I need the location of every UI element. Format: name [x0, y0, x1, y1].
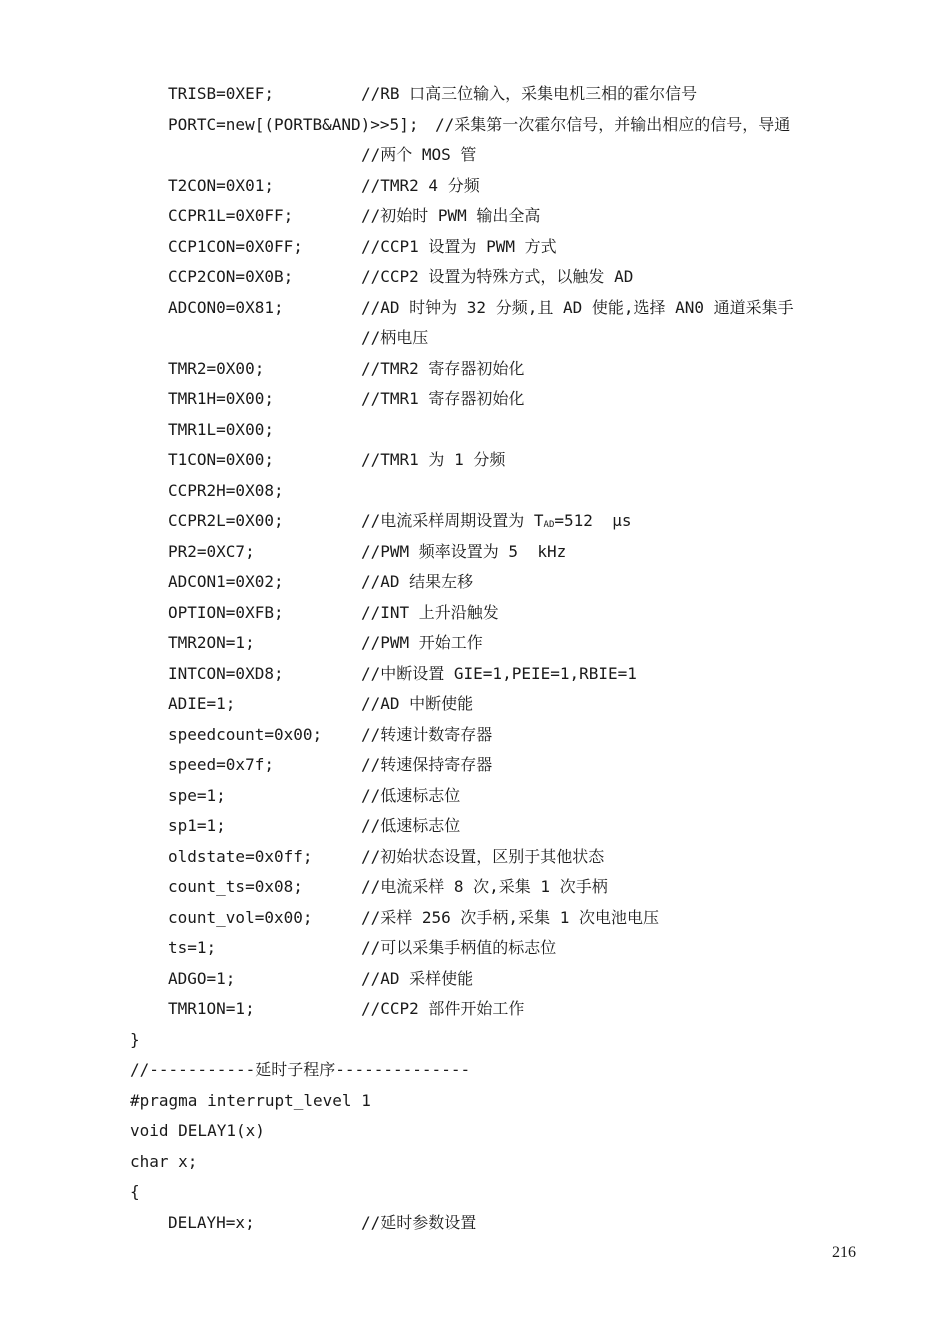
code-line	[0, 537, 950, 568]
code-statement: TMR1ON=1;	[168, 999, 255, 1018]
code-comment: //CCP1 设置为 PWM 方式	[361, 236, 557, 256]
code-line	[0, 872, 950, 903]
code-line	[0, 201, 950, 232]
code-line	[0, 1147, 950, 1178]
code-line	[0, 445, 950, 476]
code-comment: //低速标志位	[361, 785, 461, 805]
code-line	[0, 1086, 950, 1117]
code-comment: //延时参数设置	[361, 1212, 477, 1232]
code-line	[0, 384, 950, 415]
code-comment: //TMR1 为 1 分频	[361, 450, 506, 469]
code-comment: //柄电压	[361, 328, 429, 347]
code-statement: TRISB=0XEF;	[168, 84, 274, 103]
code-statement: OPTION=0XFB;	[168, 602, 284, 622]
code-statement: speed=0x7f;	[168, 755, 274, 774]
code-statement: CCPR2H=0X08;	[168, 480, 284, 500]
code-line	[0, 140, 950, 171]
code-line	[0, 567, 950, 598]
code-statement: char x;	[130, 1151, 198, 1171]
code-comment: //采样 256 次手柄,采集 1 次电池电压	[361, 907, 659, 927]
code-statement: PR2=0XC7;	[168, 541, 255, 561]
code-statement: }	[130, 1029, 140, 1049]
code-line	[0, 811, 950, 842]
code-statement: speedcount=0x00;	[168, 724, 323, 744]
code-statement: PORTC=new[(PORTB&AND)>>5];	[168, 114, 419, 134]
code-comment: //INT 上升沿触发	[361, 602, 499, 622]
code-statement: ADGO=1;	[168, 968, 236, 988]
code-statement: TMR1L=0X00;	[168, 419, 274, 439]
code-line	[0, 628, 950, 659]
code-line	[0, 1055, 950, 1086]
subscript: AD	[543, 520, 555, 530]
code-comment: //转速计数寄存器	[361, 724, 493, 744]
code-line	[0, 781, 950, 812]
code-comment: //初始状态设置，区别于其他状态	[361, 846, 605, 866]
code-comment: //CCP2 设置为特殊方式，以触发 AD	[361, 267, 634, 286]
code-line	[0, 506, 950, 537]
code-comment: //中断设置 GIE=1,PEIE=1,RBIE=1	[361, 663, 637, 683]
code-comment: //初始时 PWM 输出全高	[361, 206, 541, 225]
code-statement: CCP1CON=0X0FF;	[168, 236, 303, 256]
code-line	[0, 659, 950, 690]
code-statement: {	[130, 1182, 140, 1201]
code-line	[0, 720, 950, 751]
page-number: 216	[832, 1244, 856, 1261]
code-statement: TMR2=0X00;	[168, 358, 265, 378]
code-line	[0, 903, 950, 934]
code-line	[0, 354, 950, 385]
code-comment: //TMR2 4 分频	[361, 175, 480, 195]
code-line	[0, 933, 950, 964]
code-line	[0, 964, 950, 995]
code-statement: INTCON=0XD8;	[168, 663, 284, 683]
code-comment: //采集第一次霍尔信号，并输出相应的信号，导通	[435, 114, 791, 134]
code-comment: //电流采样周期设置为 $T_{AD}=512$ μs	[361, 511, 632, 530]
code-comment: //PWM 频率设置为 5 kHz	[361, 541, 567, 561]
code-statement: oldstate=0x0ff;	[168, 846, 313, 866]
code-statement: spe=1;	[168, 785, 226, 805]
code-statement: count_ts=0x08;	[168, 877, 303, 896]
code-statement: sp1=1;	[168, 816, 226, 835]
code-line	[0, 293, 950, 324]
code-comment: //转速保持寄存器	[361, 755, 493, 774]
code-line	[0, 262, 950, 293]
code-comment: //TMR1 寄存器初始化	[361, 389, 525, 408]
code-comment: //AD 时钟为 32 分频,且 AD 使能,选择 AN0 通道采集手	[361, 297, 794, 317]
code-comment: //AD 中断使能	[361, 694, 474, 713]
code-statement: TMR1H=0X00;	[168, 389, 274, 408]
code-comment: //电流采样 8 次,采集 1 次手柄	[361, 877, 608, 896]
code-statement: ADIE=1;	[168, 694, 236, 713]
code-line	[0, 476, 950, 507]
code-line	[0, 1177, 950, 1208]
code-comment: //AD 采样使能	[361, 968, 474, 988]
code-line	[0, 232, 950, 263]
code-line	[0, 689, 950, 720]
code-comment: //AD 结果左移	[361, 572, 474, 591]
code-line	[0, 79, 950, 110]
code-statement: ADCON0=0X81;	[168, 297, 284, 317]
code-line	[0, 323, 950, 354]
code-statement: //-----------延时子程序--------------	[130, 1060, 471, 1079]
code-statement: count_vol=0x00;	[168, 907, 313, 927]
code-line	[0, 1208, 950, 1239]
code-line	[0, 750, 950, 781]
code-comment: //可以采集手柄值的标志位	[361, 938, 557, 957]
code-statement: T2CON=0X01;	[168, 175, 274, 195]
code-line	[0, 1116, 950, 1147]
code-comment: //两个 MOS 管	[361, 145, 477, 164]
code-line	[0, 994, 950, 1025]
code-line	[0, 1025, 950, 1056]
code-listing	[0, 79, 950, 1238]
code-statement: void DELAY1(x)	[130, 1121, 265, 1140]
code-comment: //RB 口高三位输入，采集电机三相的霍尔信号	[361, 84, 698, 103]
code-comment: //PWM 开始工作	[361, 633, 483, 652]
code-statement: T1CON=0X00;	[168, 450, 274, 469]
code-comment: //CCP2 部件开始工作	[361, 999, 525, 1018]
code-line	[0, 598, 950, 629]
code-comment: //TMR2 寄存器初始化	[361, 358, 525, 378]
code-statement: ts=1;	[168, 938, 217, 957]
code-statement: CCPR2L=0X00;	[168, 511, 284, 530]
code-line	[0, 415, 950, 446]
code-statement: #pragma interrupt_level 1	[130, 1090, 371, 1110]
code-statement: ADCON1=0X02;	[168, 572, 284, 591]
code-line	[0, 842, 950, 873]
code-statement: TMR2ON=1;	[168, 633, 255, 652]
code-statement: DELAYH=x;	[168, 1212, 255, 1232]
code-statement: CCP2CON=0X0B;	[168, 267, 294, 286]
code-line	[0, 171, 950, 202]
code-comment: //低速标志位	[361, 816, 461, 835]
code-line	[0, 110, 950, 141]
code-statement: CCPR1L=0X0FF;	[168, 206, 294, 225]
